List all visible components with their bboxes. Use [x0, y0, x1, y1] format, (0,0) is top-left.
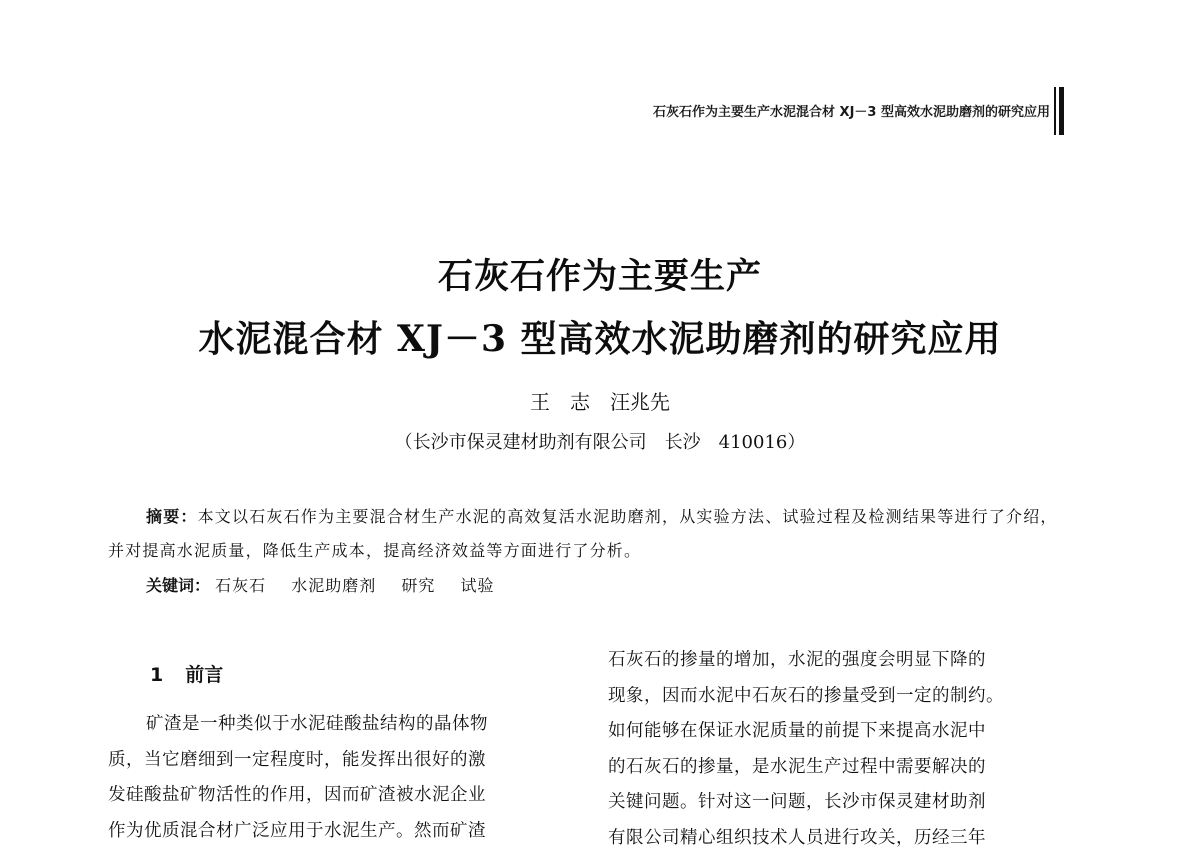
keyword: 研究	[401, 576, 436, 595]
abstract-text: 本文以石灰石作为主要混合材生产水泥的高效复活水泥助磨剂，从实验方法、试验过程及检测结果等进行了介绍，并对提高水泥质量，降低生产成本，提高经济效益等方面进行了分析。	[108, 507, 1058, 560]
body-text-line: 质，当它磨细到一定程度时，能发挥出很好的激	[108, 749, 486, 770]
paper-title-line-2: 水泥混合材 XJ－3 型高效水泥助磨剂的研究应用	[198, 318, 1002, 360]
body-text-line: 现象，因而水泥中石灰石的掺量受到一定的制约。	[608, 685, 1004, 706]
paper-title-line-1: 石灰石作为主要生产	[437, 256, 762, 297]
body-text-line: 发硅酸盐矿物活性的作用，因而矿渣被水泥企业	[108, 785, 486, 805]
body-text-line: 关键问题。针对这一问题，长沙市保灵建材助剂	[608, 792, 986, 812]
running-head: 石灰石作为主要生产水泥混合材 XJ－3 型高效水泥助磨剂的研究应用	[653, 105, 1050, 120]
running-head-rule	[1054, 87, 1068, 135]
affiliation: （长沙市保灵建材助剂有限公司 长沙 410016）	[394, 432, 806, 453]
keyword: 水泥助磨剂	[291, 576, 377, 595]
abstract-label: 摘要：	[146, 507, 198, 526]
section-number: 1	[150, 664, 164, 686]
left-column	[108, 707, 488, 849]
section-title: 前言	[185, 664, 224, 686]
body-text-line: 作为优质混合材广泛应用于水泥生产。然而矿渣	[108, 820, 486, 841]
keyword: 石灰石	[215, 576, 267, 595]
body-text-line: 石灰石的掺量的增加，水泥的强度会明显下降的	[608, 650, 986, 670]
keyword: 试验	[460, 576, 495, 595]
keywords	[146, 569, 514, 603]
body-text-line: 矿渣是一种类似于水泥硅酸盐结构的晶体物	[146, 714, 488, 734]
abstract	[108, 500, 1068, 568]
authors: 王 志 汪兆先	[530, 390, 670, 414]
rule-thin-bar	[1054, 87, 1056, 135]
right-column	[608, 643, 1004, 856]
section-heading	[150, 660, 223, 687]
body-text-line: 如何能够在保证水泥质量的前提下来提高水泥中	[608, 721, 986, 741]
body-text-line: 有限公司精心组织技术人员进行攻关，历经三年	[608, 827, 986, 848]
rule-thick-bar	[1059, 87, 1064, 135]
body-text-line: 的石灰石的掺量，是水泥生产过程中需要解决的	[608, 756, 986, 777]
keywords-label: 关键词：	[146, 576, 211, 595]
